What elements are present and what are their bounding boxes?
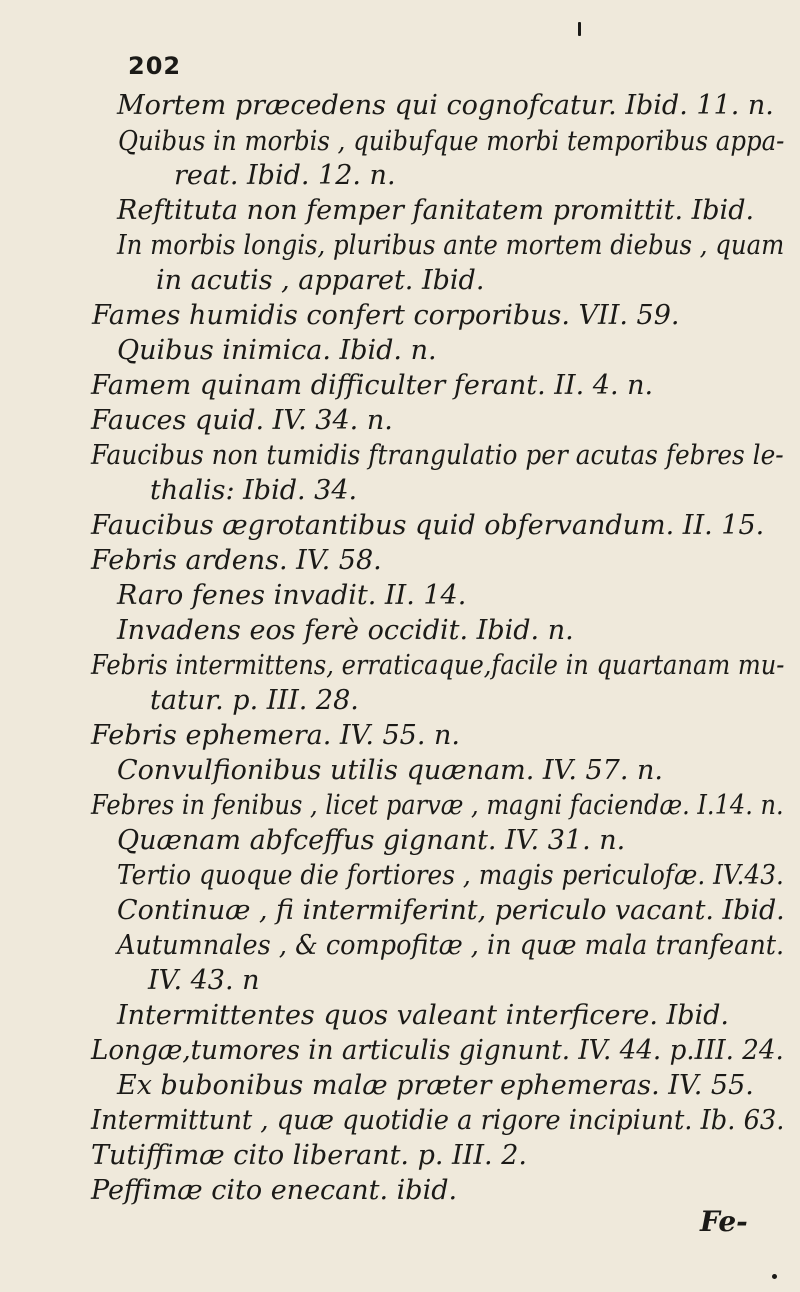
index-entry: tatur. p. III. 28. <box>150 685 359 716</box>
index-entry: in acutis , apparet. Ibid. <box>156 265 485 296</box>
index-entry: Febris ephemera. IV. 55. n. <box>91 720 460 751</box>
catchword: Fe- <box>700 1205 748 1238</box>
index-entry: thalis: Ibid. 34. <box>150 475 358 506</box>
index-entry: Invadens eos ferè occidit. Ibid. n. <box>117 615 574 646</box>
index-entry: Longæ,tumores in articulis gignunt. IV. 44. p.III. 24. <box>91 1035 784 1066</box>
index-entry: Quænam abfceffus gignant. IV. 31. n. <box>117 825 626 856</box>
index-entry: Fames humidis confert corporibus. VII. 59. <box>92 300 680 331</box>
index-entry: Tertio quoque die fortiores , magis periculofæ. IV.43. <box>117 860 784 891</box>
index-entry: Convulfionibus utilis quænam. IV. 57. n. <box>117 755 663 786</box>
index-entry: Tutiffimæ cito liberant. p. III. 2. <box>91 1140 527 1171</box>
index-entry: Mortem præcedens qui cognofcatur. Ibid. 11. n. <box>117 90 774 121</box>
index-entry: Reftituta non femper fanitatem promittit. Ibid. <box>117 195 755 226</box>
index-entry: Peffimæ cito enecant. ibid. <box>91 1175 458 1206</box>
ink-speck <box>578 22 581 36</box>
index-entry: Quibus in morbis , quibufque morbi temporibus appa- <box>118 126 785 157</box>
index-entry: Raro fenes invadit. II. 14. <box>117 580 467 611</box>
index-entry: Febres in fenibus , licet parvæ , magni faciendæ. I.14. n. <box>91 790 784 821</box>
index-entry: Continuæ , fi intermiferint, periculo vacant. Ibid. <box>117 895 785 926</box>
index-entry: Intermittunt , quæ quotidie a rigore incipiunt. Ib. 63. <box>91 1105 785 1136</box>
index-entry: Intermittentes quos valeant interficere. Ibid. <box>117 1000 729 1031</box>
page-number: 202 <box>128 52 182 80</box>
index-entry: In morbis longis, pluribus ante mortem diebus , quam <box>117 230 785 261</box>
index-entry: Faucibus non tumidis ftrangulatio per acutas febres le- <box>91 440 784 471</box>
index-entry: Febris intermittens, erraticaque,facile in quartanam mu- <box>91 650 785 681</box>
index-entry: IV. 43. n <box>148 965 260 996</box>
index-entry: Famem quinam difficulter ferant. II. 4. n. <box>91 370 654 401</box>
index-entry: reat. Ibid. 12. n. <box>174 160 396 191</box>
index-entry: Faucibus ægrotantibus quid obfervandum. II. 15. <box>91 510 765 541</box>
index-entry: Autumnales , & compofitæ , in quæ mala tranfeant. <box>117 930 785 961</box>
index-entry: Febris ardens. IV. 58. <box>91 545 382 576</box>
index-entry: Quibus inimica. Ibid. n. <box>117 335 437 366</box>
ink-speck <box>772 1274 777 1279</box>
index-entry: Ex bubonibus malæ præter ephemeras. IV. 55. <box>117 1070 754 1101</box>
index-entry: Fauces quid. IV. 34. n. <box>91 405 393 436</box>
